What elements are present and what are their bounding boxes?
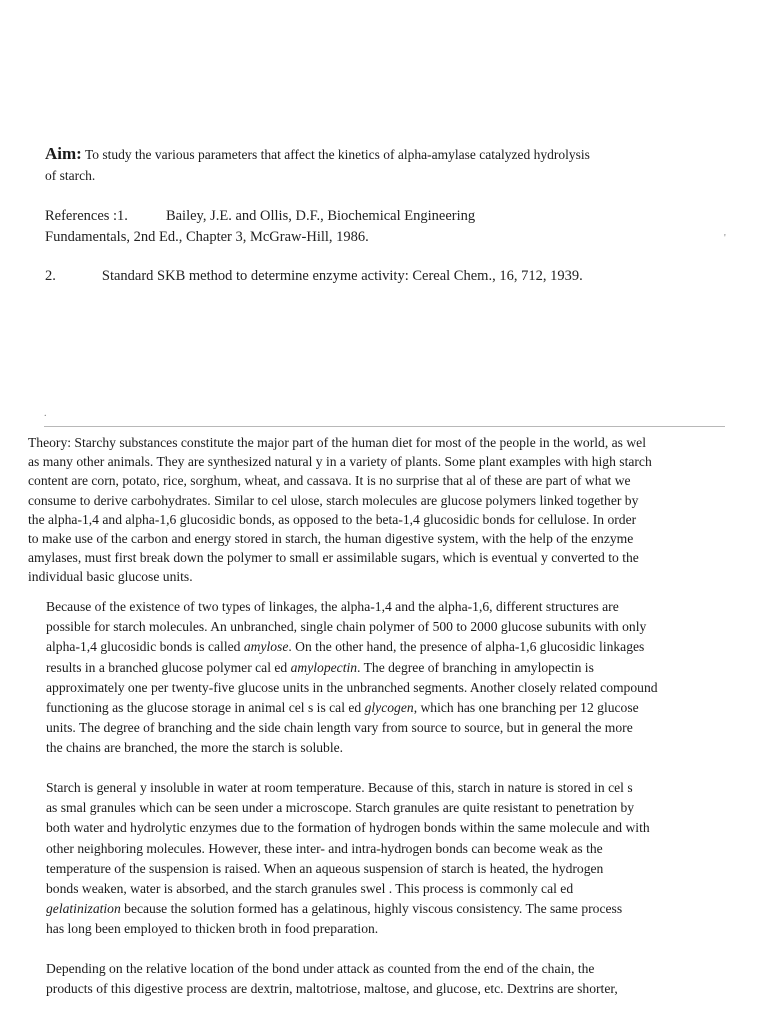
aim-heading: Aim: xyxy=(45,144,82,163)
theory-line: as many other animals. They are synthesized natural y in a variety of plants. Some plant examples with high starch xyxy=(28,454,652,470)
paragraph-line: alpha-1,4 glucosidic bonds is called xyxy=(46,639,244,655)
section-divider xyxy=(44,426,725,427)
term-amylopectin: amylopectin xyxy=(290,659,358,675)
paragraph-line: the chains are branched, the more the starch is soluble. xyxy=(46,740,344,756)
paragraph-line: Depending on the relative location of the bond under attack as counted from the end of the chain, the xyxy=(46,961,595,976)
paragraph-line: . The degree of branching in amylopectin is xyxy=(357,659,594,675)
paragraph-line: , which has one branching per 12 glucose xyxy=(413,700,639,716)
paragraph-digestive-products xyxy=(46,959,742,999)
paragraph-line: both water and hydrolytic enzymes due to the formation of hydrogen bonds within the same molecule and with xyxy=(46,820,650,836)
paragraph-gelatinization xyxy=(46,778,742,940)
aim-section xyxy=(45,143,685,186)
paragraph-line: functioning as the glucose storage in animal cel s is cal ed xyxy=(46,700,365,716)
reference-1-line2: Fundamentals, 2nd Ed., Chapter 3, McGraw-Hill, 1986. xyxy=(45,229,369,245)
theory-line: individual basic glucose units. xyxy=(28,569,193,585)
reference-1-line1: Bailey, J.E. and Ollis, D.F., Biochemical Engineering xyxy=(165,208,476,224)
paragraph-line: bonds weaken, water is absorbed, and the starch granules swel . This process is commonly cal ed xyxy=(46,881,574,897)
theory-line: consume to derive carbohydrates. Similar to cel ulose, starch molecules are glucose polymers linked together by xyxy=(28,492,639,508)
paragraph-line: units. The degree of branching and the side chain length vary from source to source, but in general the more xyxy=(46,720,633,736)
paragraph-line: other neighboring molecules. However, these inter- and intra-hydrogen bonds can become weak as the xyxy=(46,840,603,856)
paragraph-line: . On the other hand, the presence of alpha-1,6 glucosidic linkages xyxy=(288,639,645,655)
term-amylose: amylose xyxy=(243,639,289,655)
reference-2-number: 2. xyxy=(45,268,56,284)
theory-line: Theory: Starchy substances constitute the major part of the human diet for most of the people in the world, as wel xyxy=(28,435,646,450)
paragraph-line: Because of the existence of two types of linkages, the alpha-1,4 and the alpha-1,6, different structures are xyxy=(46,599,619,614)
theory-line: the alpha-1,4 and alpha-1,6 glucosidic bonds, as opposed to the beta-1,4 glucosidic bonds for cellulose. In order xyxy=(28,511,637,527)
theory-line: to make use of the carbon and energy stored in starch, the human digestive system, with the help of the enzyme xyxy=(28,531,634,547)
term-glycogen: glycogen xyxy=(364,700,414,716)
stray-mark-right: ' xyxy=(724,233,726,244)
paragraph-line: products of this digestive process are dextrin, maltotriose, maltose, and glucose, etc. Dextrins are shorter, xyxy=(46,981,618,997)
paragraph-line: possible for starch molecules. An unbranched, single chain polymer of 500 to 2000 glucose subunits with only xyxy=(46,619,647,635)
paragraph-line: temperature of the suspension is raised. When an aqueous suspension of starch is heated, the hydrogen xyxy=(46,860,604,876)
theory-line: content are corn, potato, rice, sorghum, wheat, and cassava. It is no surprise that al of these are part of what we xyxy=(28,473,631,489)
aim-text-line1: To study the various parameters that affect the kinetics of alpha-amylase catalyzed hydrolysis xyxy=(84,147,590,162)
term-gelatinization: gelatinization xyxy=(46,901,121,917)
aim-text-line2: of starch. xyxy=(45,168,96,183)
paragraph-line: approximately one per twenty-five glucose units in the unbranched segments. Another closely related compound xyxy=(46,679,658,695)
paragraph-line: because the solution formed has a gelatinous, highly viscous consistency. The same process xyxy=(120,901,623,917)
reference-2-text: Standard SKB method to determine enzyme activity: Cereal Chem., 16, 712, 1939. xyxy=(101,268,583,284)
paragraph-line: as smal granules which can be seen under a microscope. Starch granules are quite resistant to penetration by xyxy=(46,800,635,816)
reference-2 xyxy=(45,266,745,287)
paragraph-line: Starch is general y insoluble in water at room temperature. Because of this, starch in nature is stored in cel s xyxy=(46,780,633,795)
paragraph-line: results in a branched glucose polymer cal ed xyxy=(46,659,291,675)
paragraph-line: has long been employed to thicken broth in food preparation. xyxy=(46,921,379,937)
theory-section xyxy=(28,433,748,587)
references-section xyxy=(45,206,725,248)
references-label: References :1. xyxy=(45,208,128,224)
paragraph-starch-structures xyxy=(46,597,742,759)
theory-line: amylases, must first break down the polymer to small er assimilable sugars, which is eventual y converted to the xyxy=(28,550,639,566)
stray-mark-left: . xyxy=(44,408,47,419)
